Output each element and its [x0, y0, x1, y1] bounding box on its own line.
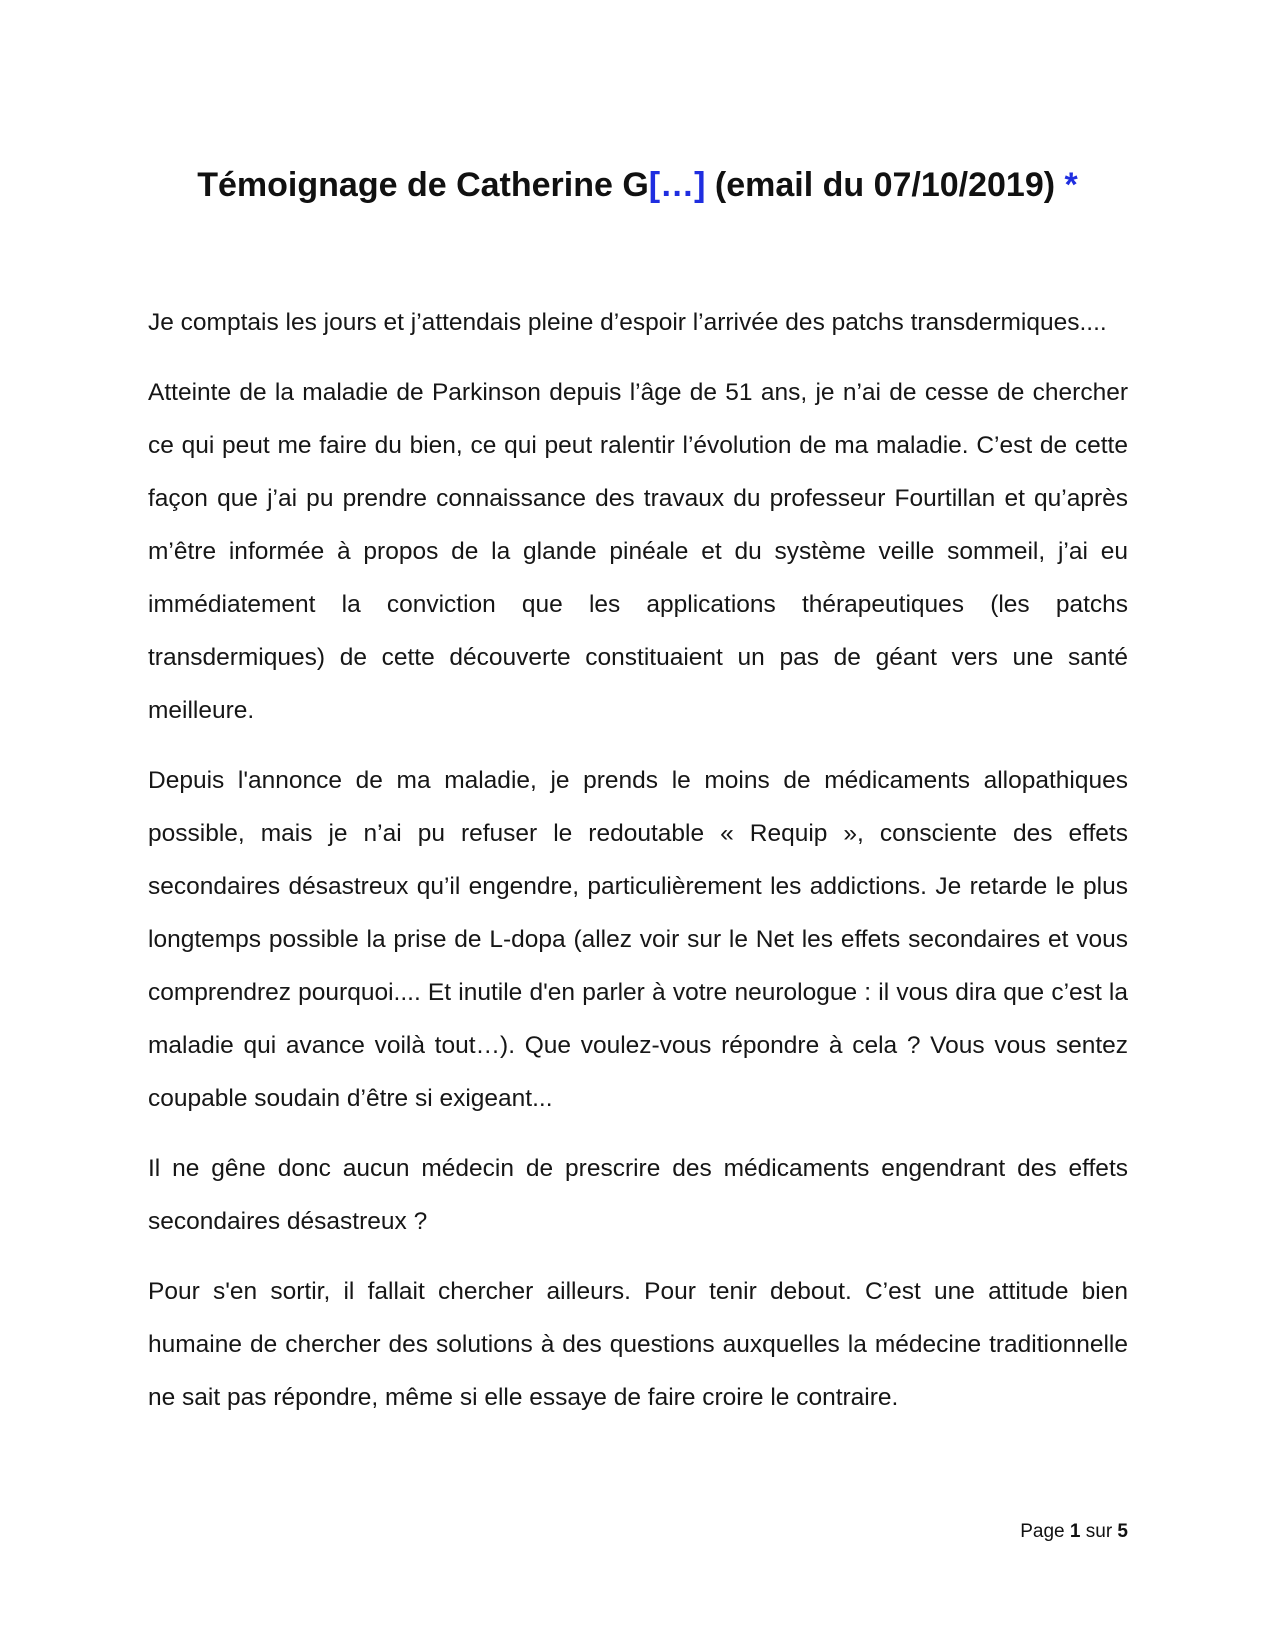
document-body	[148, 296, 1128, 1441]
total-pages-number: 5	[1117, 1521, 1128, 1542]
paragraph: Pour s'en sortir, il fallait chercher ailleurs. Pour tenir debout. C’est une attitude bien humaine de chercher des solutions à des questions auxquelles la médecine traditionnelle ne sait pas répondre, même si elle essaye de faire croire le contraire.	[148, 1278, 1128, 1411]
title-prefix: Témoignage de Catherine G	[197, 165, 649, 204]
document-title	[0, 163, 1275, 207]
title-redaction-mark: […]	[648, 165, 706, 204]
current-page-number: 1	[1069, 1521, 1081, 1542]
page-label: Page	[1020, 1521, 1070, 1542]
paragraph: Je comptais les jours et j’attendais pleine d’espoir l’arrivée des patchs transdermiques....	[148, 309, 1107, 336]
title-suffix: (email du 07/10/2019)	[705, 165, 1065, 204]
of-label: sur	[1080, 1521, 1118, 1542]
paragraph: Atteinte de la maladie de Parkinson depuis l’âge de 51 ans, je n’ai de cesse de chercher ce qui peut me faire du bien, ce qui peut ralentir l’évolution de ma maladie. C’est de cette façon que j’ai pu prendre connaissance des travaux du professeur Fourtillan et qu’après m’être informée à propos de la glande pinéale et du système veille sommeil, j’ai eu immédiatement la conviction que les applications thérapeutiques (les patchs transdermiques) de cette découverte constituaient un pas de géant vers une santé meilleure.	[148, 379, 1128, 724]
page-number-footer	[1020, 1520, 1128, 1544]
title-asterisk: *	[1064, 165, 1078, 204]
paragraph: Il ne gêne donc aucun médecin de prescrire des médicaments engendrant des effets secondaires désastreux ?	[148, 1155, 1128, 1235]
paragraph: Depuis l'annonce de ma maladie, je prends le moins de médicaments allopathiques possible, mais je n’ai pu refuser le redoutable « Requip », consciente des effets secondaires désastreux qu’il engendre, particulièrement les addictions. Je retarde le plus longtemps possible la prise de L-dopa (allez voir sur le Net les effets secondaires et vous comprendrez pourquoi.... Et inutile d'en parler à votre neurologue : il vous dira que c’est la maladie qui avance voilà tout…). Que voulez-vous répondre à cela ? Vous vous sentez coupable soudain d’être si exigeant...	[148, 767, 1128, 1112]
